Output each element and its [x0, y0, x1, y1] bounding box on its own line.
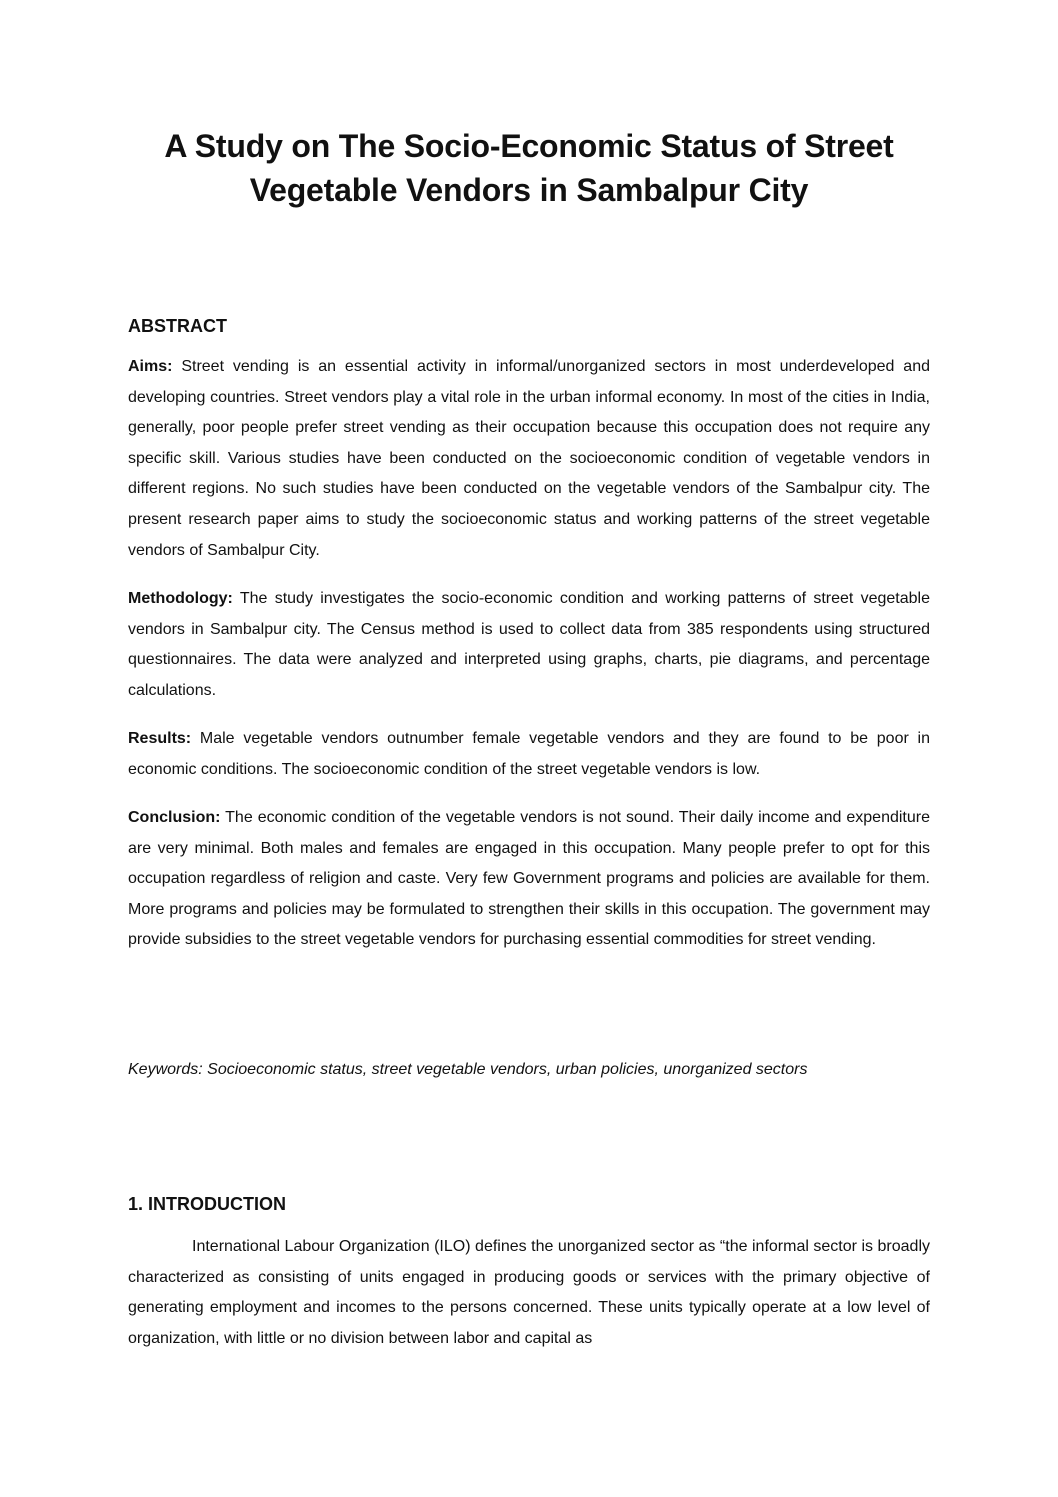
results-text: Male vegetable vendors outnumber female vegetable vendors and they are found to be poor in economic conditions. The socioeconomic condition of the street vegetable vendors is low. — [128, 730, 930, 778]
abstract-aims — [128, 352, 930, 566]
abstract-heading: ABSTRACT — [128, 316, 227, 336]
conclusion-label: Conclusion: — [128, 809, 221, 826]
keywords: Keywords: Socioeconomic status, street vegetable vendors, urban policies, unorganized sectors — [128, 1061, 808, 1078]
paper-title: A Study on The Socio-Economic Status of Street Vegetable Vendors in Sambalpur City — [164, 128, 894, 208]
abstract-methodology — [128, 584, 930, 706]
conclusion-text: The economic condition of the vegetable vendors is not sound. Their daily income and expenditure are very minimal. Both males and females are engaged in this occupation. Many people prefer to opt for this occupation regardless of religion and caste. Very few Government programs and policies are available for them. More programs and policies may be formulated to strengthen their skills in this occupation. The government may provide subsidies to the street vegetable vendors for purchasing essential commodities for street vending. — [128, 809, 930, 949]
results-label: Results: — [128, 730, 192, 747]
introduction-paragraph: International Labour Organization (ILO) defines the unorganized sector as “the informal sector is broadly characterized as consisting of units engaged in producing goods or services with the primary objective of generating employment and incomes to the persons concerned. These units typically operate at a low level of organization, with little or no division between labor and capital as — [128, 1238, 930, 1347]
aims-text: Street vending is an essential activity in informal/unorganized sectors in most underdeveloped and developing countries. Street vendors play a vital role in the urban informal economy. In most of the cities in India, generally, poor people prefer street vending as their occupation because this occupation does not require any specific skill. Various studies have been conducted on the socioeconomic condition of vegetable vendors in different regions. No such studies have been conducted on the vegetable vendors of the Sambalpur city. The present research paper aims to study the socioeconomic status and working patterns of the street vegetable vendors of Sambalpur City. — [128, 358, 930, 559]
methodology-label: Methodology: — [128, 590, 233, 607]
introduction-heading: 1. INTRODUCTION — [128, 1194, 287, 1214]
abstract-conclusion — [128, 803, 930, 956]
aims-label: Aims: — [128, 358, 173, 375]
abstract-results — [128, 724, 930, 785]
methodology-text: The study investigates the socio-economic condition and working patterns of street vegetable vendors in Sambalpur city. The Census method is used to collect data from 385 respondents using structured questionnaires. The data were analyzed and interpreted using graphs, charts, pie diagrams, and percentage calculations. — [128, 590, 930, 699]
